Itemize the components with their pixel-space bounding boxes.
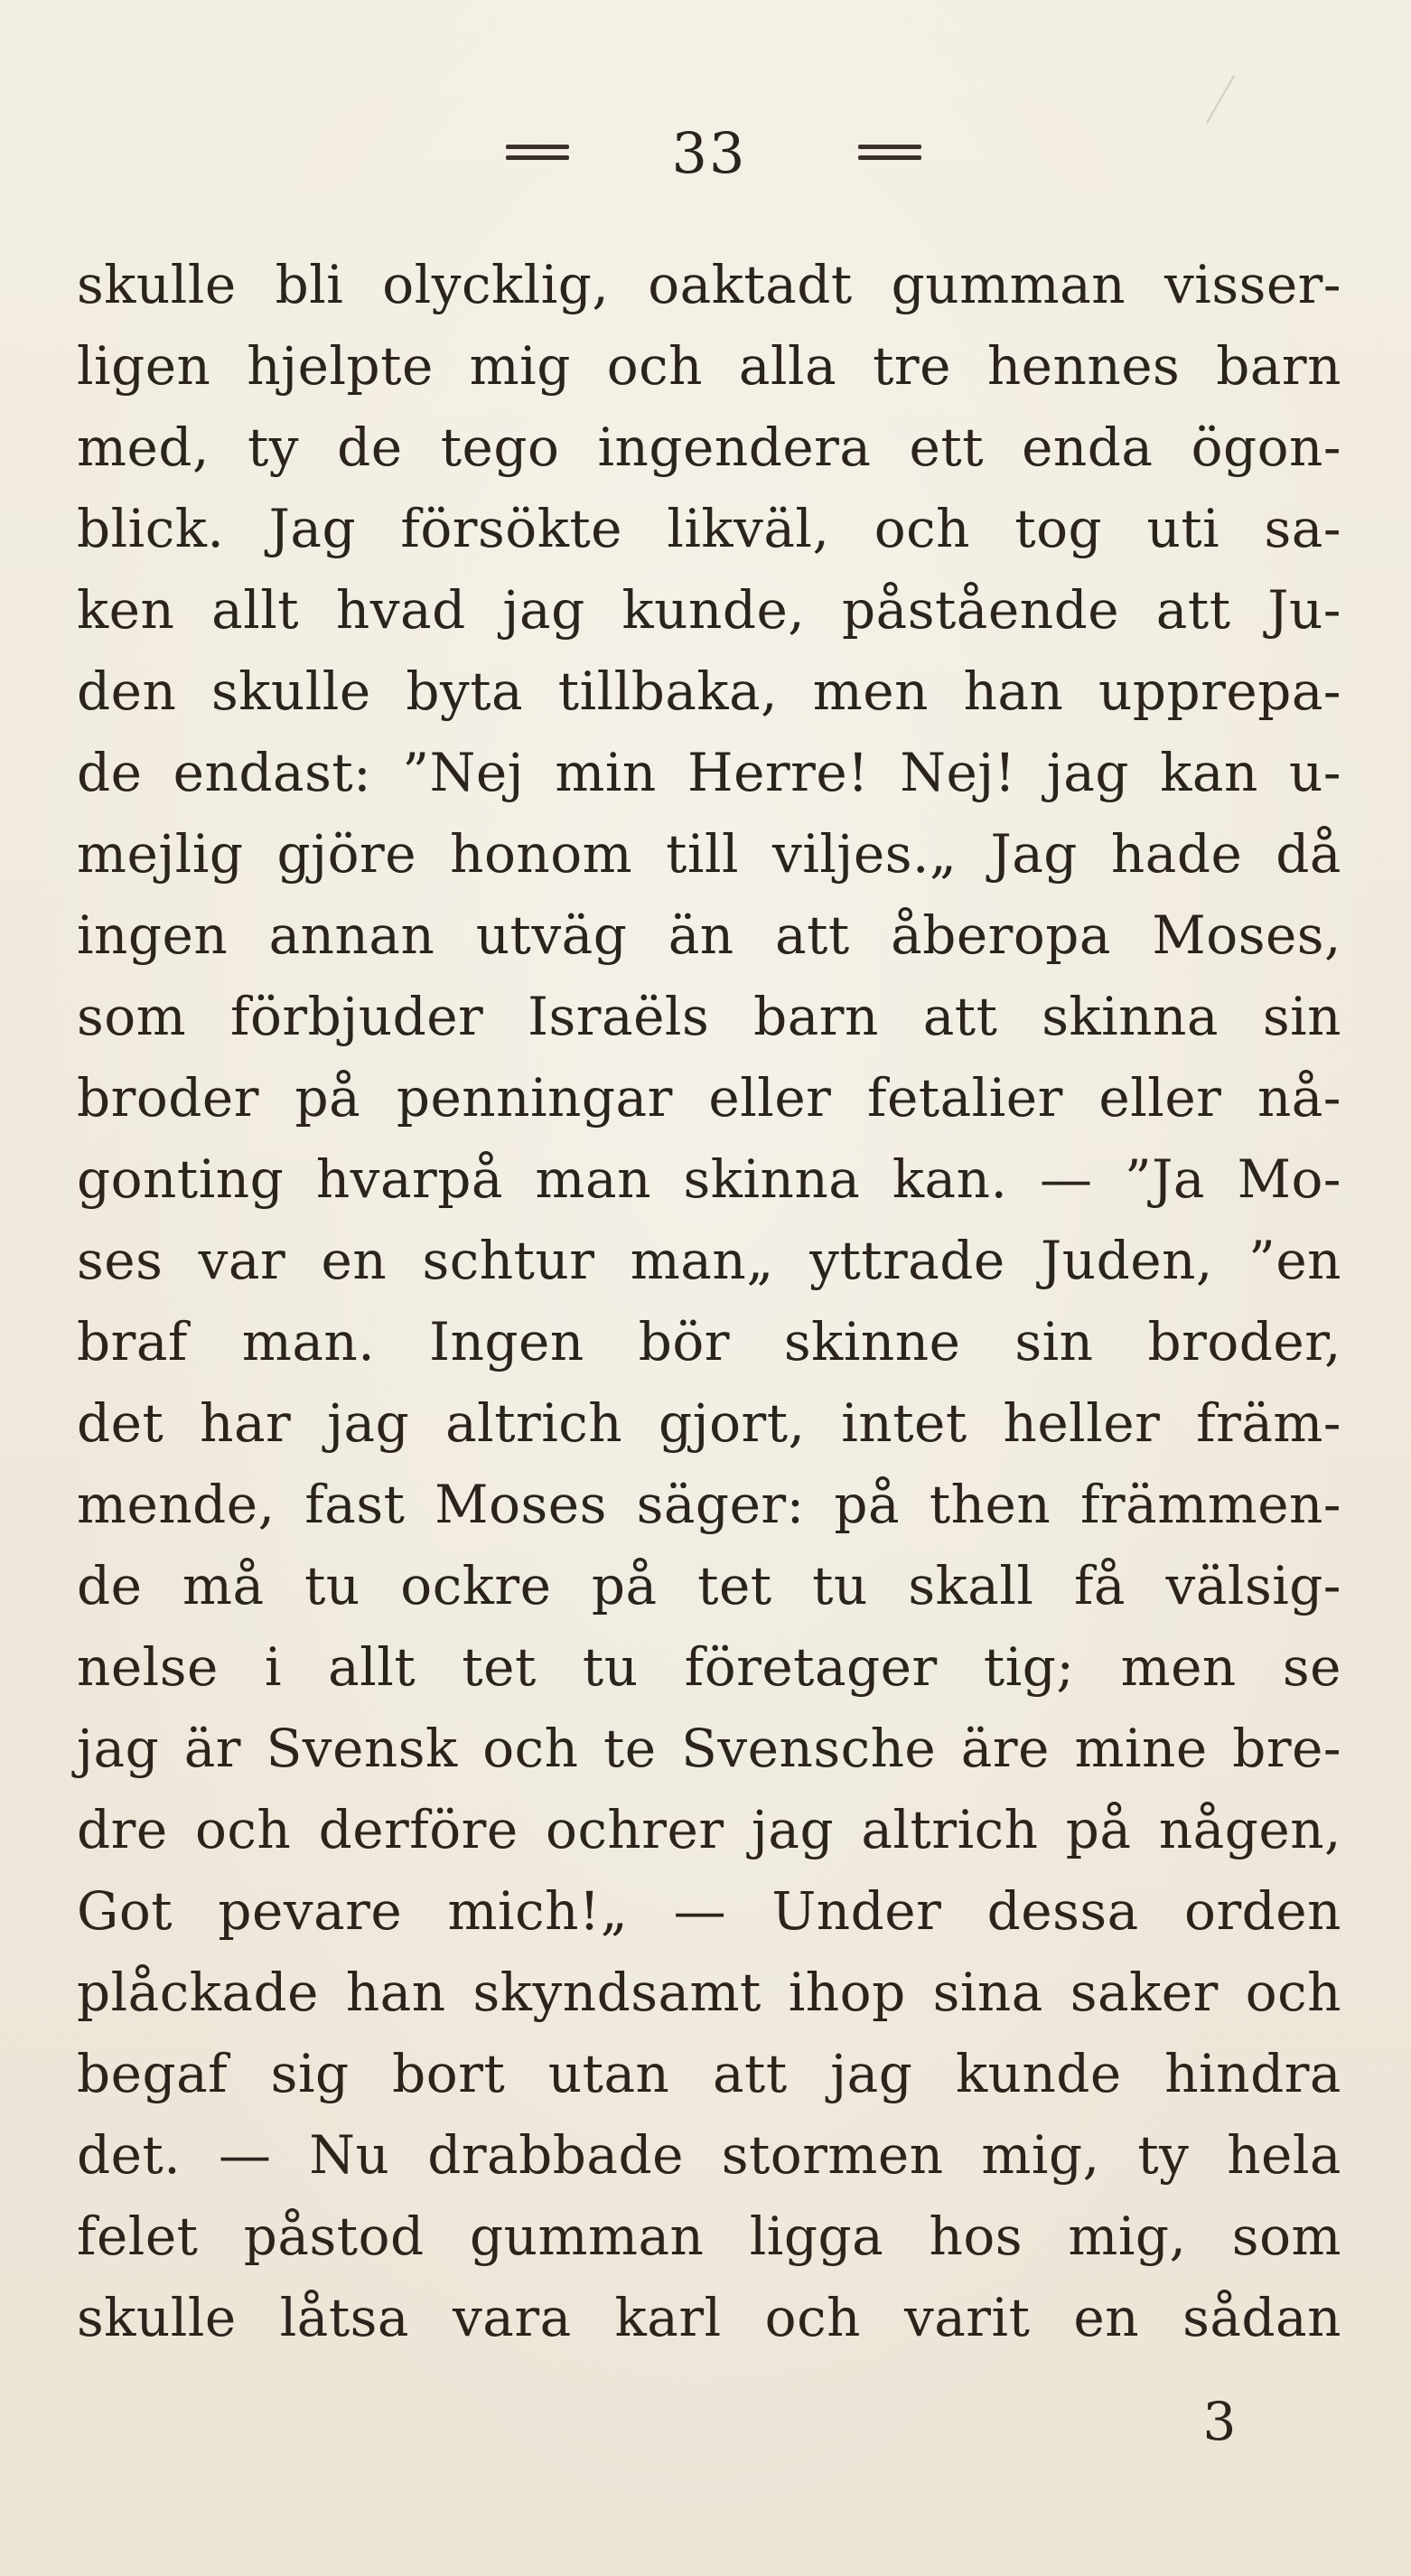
text-line: mende, fast Moses säger: på then främmen- [77,1474,1341,1535]
text-line: felet påstod gumman ligga hos mig, som [77,2206,1341,2267]
text-line: nelse i allt tet tu företager tig; men se [77,1636,1341,1698]
text-line: skulle låtsa vara karl och varit en sådan [77,2287,1341,2348]
text-line: jag är Svensk och te Svensche äre mine bre- [77,1718,1341,1779]
text-line: ligen hjelpte mig och alla tre hennes barn [77,335,1341,397]
paper-crease [1206,76,1235,124]
text-line: plåckade han skyndsamt ihop sina saker och [77,1962,1341,2023]
text-line: braf man. Ingen bör skinne sin broder, [77,1311,1341,1372]
text-line: gonting hvarpå man skinna kan. — ”Ja Mo- [77,1148,1341,1210]
text-line: den skulle byta tillbaka, men han upprepa- [77,660,1341,722]
header-rule-left [506,145,569,161]
text-line: det. — Nu drabbade stormen mig, ty hela [77,2124,1341,2186]
text-line: ken allt hvad jag kunde, påstående att Ju- [77,579,1341,641]
body-text [77,244,1341,2358]
text-line: mejlig gjöre honom till viljes.„ Jag hade då [77,823,1341,885]
text-line: begaf sig bort utan att jag kunde hindra [77,2043,1341,2104]
page-number: 33 [671,120,747,186]
text-line: ses var en schtur man„ yttrade Juden, ”en [77,1230,1341,1291]
text-line: som förbjuder Israëls barn att skinna sin [77,986,1341,1047]
text-line: skulle bli olycklig, oaktadt gumman visser- [77,254,1341,315]
text-line: ingen annan utväg än att åberopa Moses, [77,904,1341,966]
page-header [0,117,1411,190]
text-line: Got pevare mich!„ — Under dessa orden [77,1880,1341,1942]
text-line: dre och derföre ochrer jag altrich på någen, [77,1799,1341,1860]
signature-mark: 3 [1202,2391,1237,2452]
text-line: de må tu ockre på tet tu skall få välsig- [77,1555,1341,1616]
text-line: de endast: ”Nej min Herre! Nej! jag kan u- [77,742,1341,803]
header-rule-right [858,145,921,161]
text-line: med, ty de tego ingendera ett enda ögon- [77,417,1341,478]
text-line: blick. Jag försökte likväl, och tog uti sa- [77,498,1341,559]
text-line: broder på penningar eller fetalier eller nå- [77,1067,1341,1129]
text-line: det har jag altrich gjort, intet heller främ- [77,1392,1341,1454]
